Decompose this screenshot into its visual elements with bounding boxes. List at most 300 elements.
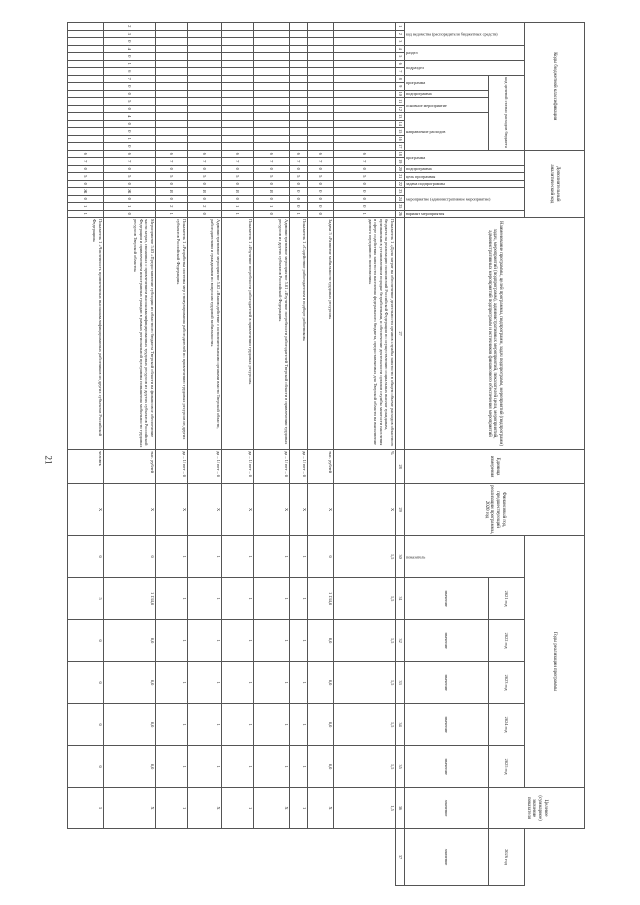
header-year-value-6: значение [405, 788, 489, 829]
code-cell [222, 45, 254, 53]
row-target: X [104, 788, 156, 829]
code-cell: 0 [104, 53, 156, 61]
header-addl-task: задача подпрограммы [405, 180, 525, 188]
code-cell [222, 75, 254, 83]
header-year-value-3: значение [405, 662, 489, 704]
column-number: 4 [396, 45, 405, 53]
code-cell [156, 75, 188, 83]
row-base: X [68, 484, 104, 536]
code-cell [156, 45, 188, 53]
header-addl-subprogram: подпрограмма [405, 165, 525, 173]
code-cell: 1 [290, 210, 308, 218]
header-years-group: Годы реализации программы [525, 536, 585, 788]
header-kvsr: код ведомства (распорядителя бюджетных средств) [405, 23, 525, 46]
code-cell: 3 [104, 30, 156, 38]
code-cell [308, 38, 334, 46]
row-year-value: 1 [290, 746, 308, 788]
row-name: Показатель 1 «Разработка системы мер стимулирования работодателей по привлечению трудовых ресурсов из других субъектов Российской Федерации» [156, 218, 188, 450]
code-cell: 0 [156, 165, 188, 173]
row-year-value: 1 [156, 746, 188, 788]
code-cell: Ж [104, 188, 156, 196]
row-year-value: 1 [222, 662, 254, 704]
code-cell: Я [156, 188, 188, 196]
code-cell [156, 30, 188, 38]
code-cell [156, 105, 188, 113]
table-row [156, 23, 188, 886]
code-cell [188, 128, 222, 136]
code-cell [188, 135, 222, 143]
header-csr-program: программа [405, 75, 489, 90]
code-cell: 1 [156, 210, 188, 218]
code-cell: 4 [104, 45, 156, 53]
row-base: X [290, 484, 308, 536]
code-cell: 0 [68, 195, 104, 203]
row-base: X [334, 484, 396, 536]
code-cell [188, 60, 222, 68]
code-cell [334, 98, 396, 106]
row-target: X [188, 788, 222, 829]
code-cell [68, 38, 104, 46]
header-year-2022: 2022 год [489, 620, 525, 662]
row-year-value: 0 [104, 536, 156, 578]
code-cell [308, 105, 334, 113]
row-year-value: 1 134,0 [308, 578, 334, 620]
code-cell: 1 [68, 210, 104, 218]
code-cell: 0 [308, 210, 334, 218]
code-cell [334, 143, 396, 151]
row-year-value: 0,0 [308, 662, 334, 704]
row-target: X [308, 788, 334, 829]
code-cell [290, 83, 308, 91]
header-year-value-1: значение [405, 578, 489, 620]
row-year-value: 0 [68, 704, 104, 746]
code-cell: 5 [104, 98, 156, 106]
header-codes-group: Коды бюджетной классификации [525, 23, 585, 151]
code-cell [254, 68, 290, 76]
code-cell: 0 [334, 180, 396, 188]
row-year-value: 0,0 [308, 620, 334, 662]
column-number: 14 [396, 120, 405, 128]
row-year-value: 0 [68, 746, 104, 788]
code-cell: 0 [104, 90, 156, 98]
code-cell [290, 128, 308, 136]
row-year-value: 1 [290, 578, 308, 620]
row-year-value: 1 [188, 578, 222, 620]
code-cell [222, 135, 254, 143]
code-cell: 1 [104, 203, 156, 211]
code-cell: 0 [104, 105, 156, 113]
code-cell [334, 68, 396, 76]
code-cell: 6 [156, 150, 188, 158]
code-cell [334, 23, 396, 31]
code-cell: 0 [188, 165, 222, 173]
row-year-value: 1 [254, 704, 290, 746]
row-year-value: 0 [68, 536, 104, 578]
code-cell [68, 143, 104, 151]
column-number: 26 [396, 210, 405, 218]
column-number: 20 [396, 165, 405, 173]
row-year-value: 1 [254, 578, 290, 620]
row-year-value: 0,0 [308, 746, 334, 788]
row-year-value: 1 [222, 746, 254, 788]
header-year-2026: 2026 год [489, 829, 525, 886]
code-cell [68, 120, 104, 128]
code-cell: 1 [222, 203, 254, 211]
column-number: 29 [396, 484, 405, 536]
code-cell [222, 83, 254, 91]
header-financing: Финансовый год, предшествующий реализации программы, 2020 год [405, 484, 585, 536]
code-cell: 4 [104, 113, 156, 121]
code-cell [290, 23, 308, 31]
header-csr-direction: направление расходов [405, 113, 489, 151]
code-cell [188, 75, 222, 83]
row-base: X [222, 484, 254, 536]
row-target: 5 [68, 788, 104, 829]
code-cell [334, 53, 396, 61]
row-unit: да – 1/ нет – 0 [254, 450, 290, 484]
code-cell [254, 90, 290, 98]
code-cell [156, 98, 188, 106]
row-target: 1 [290, 788, 308, 829]
code-cell [188, 68, 222, 76]
code-cell [156, 135, 188, 143]
code-cell: 1 [222, 210, 254, 218]
code-cell: 0 [290, 180, 308, 188]
row-year-value: 0,0 [308, 704, 334, 746]
code-cell [188, 83, 222, 91]
code-cell [156, 90, 188, 98]
row-name: Административное мероприятие 5.01 «Изучение потребности работодателей Тверской области в привлечении трудовых ресурсов из других субъектов Российской Федерации» [254, 218, 290, 450]
code-cell: 0 [222, 180, 254, 188]
code-cell [308, 113, 334, 121]
code-cell [188, 113, 222, 121]
code-cell [156, 23, 188, 31]
column-number: 21 [396, 173, 405, 181]
code-cell [308, 98, 334, 106]
code-cell [188, 30, 222, 38]
code-cell [68, 68, 104, 76]
code-cell [290, 120, 308, 128]
row-unit: тыс. рублей [104, 450, 156, 484]
code-cell [308, 30, 334, 38]
code-cell [308, 135, 334, 143]
program-table [67, 22, 585, 886]
code-cell [334, 113, 396, 121]
column-number: 1 [396, 23, 405, 31]
code-cell [68, 83, 104, 91]
code-cell: 6 [68, 150, 104, 158]
code-cell [222, 90, 254, 98]
code-cell: 6 [104, 150, 156, 158]
column-number: 10 [396, 90, 405, 98]
code-cell: 6 [104, 68, 156, 76]
column-number: 15 [396, 128, 405, 136]
code-cell [290, 75, 308, 83]
code-cell: 0 [254, 195, 290, 203]
table-row [290, 23, 308, 886]
row-year-value: 1 [156, 704, 188, 746]
row-target: 1 [156, 788, 188, 829]
code-cell [222, 23, 254, 31]
row-year-value: 1 [290, 620, 308, 662]
row-year-value: 1 [290, 704, 308, 746]
code-cell: 0 [104, 38, 156, 46]
code-cell: 5 [188, 173, 222, 181]
header-unit: Единица измерения [405, 450, 585, 484]
row-year-value: 1 [254, 536, 290, 578]
code-cell [68, 113, 104, 121]
row-year-value: 1 [156, 536, 188, 578]
code-cell [188, 98, 222, 106]
row-year-value: 1 [188, 704, 222, 746]
code-cell [308, 68, 334, 76]
code-cell [334, 45, 396, 53]
code-cell [222, 98, 254, 106]
code-cell: 0 [334, 165, 396, 173]
code-cell [290, 30, 308, 38]
code-cell: 7 [104, 158, 156, 166]
code-cell: 0 [104, 210, 156, 218]
code-cell: 6 [222, 150, 254, 158]
code-cell: 0 [254, 210, 290, 218]
code-cell: 0 [68, 165, 104, 173]
code-cell: 0 [222, 165, 254, 173]
code-cell [68, 90, 104, 98]
code-cell: 5 [68, 173, 104, 181]
code-cell [188, 120, 222, 128]
code-cell: 2 [156, 203, 188, 211]
code-cell: 0 [254, 165, 290, 173]
row-year-value: 1 [254, 620, 290, 662]
code-cell: 0 [222, 195, 254, 203]
code-cell [222, 53, 254, 61]
code-cell: 5 [308, 173, 334, 181]
row-year-value: 1 134,0 [104, 578, 156, 620]
code-cell: 0 [308, 188, 334, 196]
code-cell [68, 75, 104, 83]
code-cell: 1 [104, 60, 156, 68]
column-number: 36 [396, 788, 405, 829]
code-cell [188, 38, 222, 46]
row-name: Административное мероприятие 5.02 «Взаимодействие с исполнительными органами власти Тверской области, работодателями и гражданами по вопросам трудовой мобильности» [188, 218, 222, 450]
code-cell: 0 [156, 180, 188, 188]
header-addl-measure: мероприятие (административное мероприятие) [405, 188, 525, 211]
header-csr-group: код целевой статьи расходов бюджета [489, 75, 525, 150]
code-cell: 6 [188, 150, 222, 158]
code-cell: 0 [104, 128, 156, 136]
code-cell [254, 128, 290, 136]
header-year-value-5: значение [405, 746, 489, 788]
code-cell [188, 90, 222, 98]
code-cell [290, 45, 308, 53]
code-cell [290, 143, 308, 151]
code-cell: 1 [334, 210, 396, 218]
row-year-value: 1 [156, 620, 188, 662]
code-cell [334, 105, 396, 113]
code-cell [334, 135, 396, 143]
code-cell [290, 113, 308, 121]
code-cell: 5 [334, 173, 396, 181]
table-row [222, 23, 254, 886]
code-cell [290, 105, 308, 113]
code-cell: 7 [156, 158, 188, 166]
row-year-value: 1 [156, 662, 188, 704]
code-cell [222, 113, 254, 121]
row-year-value: 1,5 [334, 578, 396, 620]
code-cell: Я [188, 188, 222, 196]
code-cell: 0 [188, 195, 222, 203]
code-cell [254, 75, 290, 83]
column-number: 7 [396, 68, 405, 76]
header-target-value: значение [405, 829, 489, 886]
code-cell [334, 30, 396, 38]
code-cell [290, 68, 308, 76]
code-cell [308, 75, 334, 83]
code-cell: 0 [308, 203, 334, 211]
row-name: Показатель 1 «Содействие работодателям в подборе работников» [290, 218, 308, 450]
column-number: 17 [396, 143, 405, 151]
code-cell [308, 120, 334, 128]
column-number: 24 [396, 195, 405, 203]
code-cell: 0 [104, 195, 156, 203]
code-cell [308, 128, 334, 136]
code-cell [68, 45, 104, 53]
code-cell [188, 143, 222, 151]
header-year-2024: 2024 год [489, 704, 525, 746]
code-cell [334, 120, 396, 128]
table-row [68, 23, 104, 886]
header-razdel: раздел [405, 45, 525, 60]
code-cell [254, 38, 290, 46]
code-cell: 7 [222, 158, 254, 166]
code-cell [156, 120, 188, 128]
header-year-value-4: значение [405, 704, 489, 746]
code-cell: 0 [290, 165, 308, 173]
row-name: Показатель 1 «Доля затрат на обеспечение деятельности органов службы занятости в общем объеме расходов областного бюджета на реализацию полномочий Российской Федерации по осуществлению социальных выплат гражданам, признанным в установленном порядке безработными, и обеспечение деятельности органов службы занятости населения в сфере содействия занятости населения федерального бюджета, предоставляемых для Тверской области на выполнение данного переданного полномочия» [334, 218, 396, 450]
code-cell: 0 [334, 188, 396, 196]
header-csr-main-measure: основное мероприятие [405, 98, 489, 113]
column-number: 35 [396, 746, 405, 788]
code-cell [254, 135, 290, 143]
row-year-value: 1,5 [334, 704, 396, 746]
rotated-table-container [83, 22, 585, 886]
code-cell: Ж [68, 188, 104, 196]
row-year-value: 1 [290, 536, 308, 578]
code-cell [68, 30, 104, 38]
code-cell [68, 135, 104, 143]
column-number: 28 [396, 450, 405, 484]
row-year-value: 1 [156, 578, 188, 620]
code-cell [334, 83, 396, 91]
code-cell: 5 [290, 173, 308, 181]
code-cell [308, 90, 334, 98]
code-cell [68, 53, 104, 61]
code-cell [222, 105, 254, 113]
column-number: 31 [396, 578, 405, 620]
code-cell: 1 [68, 203, 104, 211]
code-cell [290, 98, 308, 106]
row-year-value: 0,0 [104, 746, 156, 788]
code-cell [308, 53, 334, 61]
column-number: 34 [396, 704, 405, 746]
code-cell: 0 [104, 180, 156, 188]
row-base: X [308, 484, 334, 536]
code-cell: 0 [308, 165, 334, 173]
column-number: 23 [396, 188, 405, 196]
row-year-value: 0 [68, 662, 104, 704]
code-cell: 7 [308, 158, 334, 166]
row-base: X [254, 484, 290, 536]
code-cell [308, 23, 334, 31]
row-year-value: 1 [254, 662, 290, 704]
column-number: 33 [396, 662, 405, 704]
code-cell: 0 [334, 195, 396, 203]
column-number: 9 [396, 83, 405, 91]
code-cell [222, 143, 254, 151]
row-year-value: 1 [222, 578, 254, 620]
code-cell: 0 [254, 180, 290, 188]
code-cell [68, 98, 104, 106]
code-cell: 6 [334, 150, 396, 158]
row-year-value: 0,0 [104, 620, 156, 662]
code-cell [334, 60, 396, 68]
code-cell: 0 [308, 180, 334, 188]
code-cell: 0 [104, 83, 156, 91]
row-unit: % [334, 450, 396, 484]
code-cell: 2 [104, 23, 156, 31]
column-number: 30 [396, 536, 405, 578]
code-cell [222, 128, 254, 136]
row-year-value: 0,0 [104, 704, 156, 746]
column-number: 3 [396, 38, 405, 46]
row-unit: человек [68, 450, 104, 484]
column-number: 18 [396, 150, 405, 158]
table-row [334, 23, 396, 886]
row-year-value: 0 [308, 536, 334, 578]
column-number: 25 [396, 203, 405, 211]
header-addl-program: программа [405, 150, 525, 165]
code-cell: 7 [334, 158, 396, 166]
code-cell [156, 53, 188, 61]
table-row [254, 23, 290, 886]
code-cell: 7 [188, 158, 222, 166]
code-cell [222, 68, 254, 76]
column-number: 37 [396, 829, 405, 886]
header-podrazdel: подраздел [405, 60, 525, 75]
code-cell: 0 [290, 188, 308, 196]
row-name: Показатель 1 «Изучение потребности работодателей в привлечении трудовых ресурсов» [222, 218, 254, 450]
code-cell [188, 53, 222, 61]
code-cell [254, 105, 290, 113]
code-cell [334, 90, 396, 98]
row-unit: да – 1/ нет – 0 [188, 450, 222, 484]
column-number: 27 [396, 218, 405, 450]
code-cell: 6 [254, 150, 290, 158]
row-year-value: 1 [254, 746, 290, 788]
header-year-2023: 2023 год [489, 662, 525, 704]
header-year-2025: 2025 год [489, 746, 525, 788]
code-cell: 7 [290, 158, 308, 166]
code-cell: 7 [104, 75, 156, 83]
code-cell: 0 [68, 180, 104, 188]
code-cell [254, 143, 290, 151]
code-cell: 0 [188, 180, 222, 188]
code-cell [156, 143, 188, 151]
row-year-value: 0 [68, 620, 104, 662]
code-cell: 6 [290, 150, 308, 158]
header-addl-goal: цель программы [405, 173, 525, 181]
column-number: 8 [396, 75, 405, 83]
